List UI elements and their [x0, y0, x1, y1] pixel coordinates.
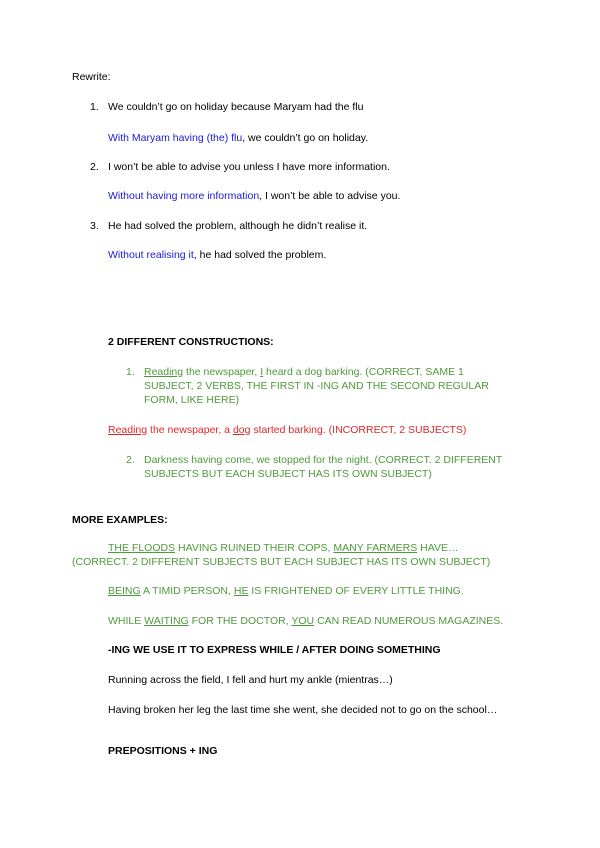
rewrite-sentence: We couldn’t go on holiday because Maryam had the flu: [108, 101, 364, 113]
ing-section-title: -ING WE USE IT TO EXPRESS WHILE / AFTER DOING SOMETHING: [108, 644, 441, 656]
text-segment: WHILE: [108, 615, 145, 627]
ing-sentence-2: Having broken her leg the last time she went, she decided not to go on the school…: [108, 704, 498, 716]
rewrite-answer: [108, 189, 400, 203]
underlined-word: WAITING: [144, 615, 189, 627]
rewrite-sentence: I won’t be able to advise you unless I have more information.: [108, 161, 390, 173]
underlined-word: MANY FARMERS: [333, 542, 418, 554]
underlined-word: THE FLOODS: [108, 542, 176, 554]
ing-sentence-1: Running across the field, I fell and hurt my ankle (mientras…): [108, 674, 393, 686]
prepositions-title: PREPOSITIONS + ING: [108, 745, 218, 757]
underlined-word: YOU: [291, 615, 315, 627]
example-3: [108, 614, 503, 628]
text-segment: the newspaper, a: [147, 424, 233, 436]
example-1-line-1: [108, 541, 458, 555]
underlined-word: dog: [232, 424, 251, 436]
rewrite-answer: [108, 131, 368, 145]
item-number: 1.: [90, 101, 99, 113]
example-1-line-2: (CORRECT. 2 DIFFERENT SUBJECTS BUT EACH SUBJECT HAS ITS OWN SUBJECT): [72, 556, 491, 568]
construction-1-line-1: [144, 365, 464, 379]
underlined-word: BEING: [108, 585, 141, 597]
text-segment: A TIMID PERSON,: [140, 585, 234, 597]
item-number: 2.: [126, 454, 135, 466]
construction-1-line-2: SUBJECT, 2 VERBS, THE FIRST IN -ING AND THE SECOND REGULAR: [144, 380, 489, 392]
answer-highlight: Without having more information: [108, 190, 260, 202]
answer-rest: , I won’t be able to advise you.: [259, 190, 401, 202]
text-segment: heard a dog barking. (CORRECT, SAME 1: [263, 366, 464, 378]
example-2: [108, 584, 464, 598]
answer-highlight: Without realising it: [108, 249, 194, 261]
construction-2-line-2: SUBJECTS BUT EACH SUBJECT HAS ITS OWN SUBJECT): [144, 468, 432, 480]
text-segment: started barking. (INCORRECT, 2 SUBJECTS): [250, 424, 467, 436]
rewrite-heading: Rewrite:: [72, 71, 111, 83]
answer-rest: , he had solved the problem.: [193, 249, 327, 261]
text-segment: the newspaper,: [183, 366, 261, 378]
incorrect-example: [108, 423, 466, 437]
item-number: 2.: [90, 161, 99, 173]
underlined-word: Reading: [108, 424, 148, 436]
text-segment: FOR THE DOCTOR,: [188, 615, 292, 627]
text-segment: HAVING RUINED THEIR COPS,: [175, 542, 334, 554]
constructions-title: 2 DIFFERENT CONSTRUCTIONS:: [108, 336, 274, 348]
construction-1-line-3: FORM, LIKE HERE): [144, 394, 240, 406]
answer-highlight: With Maryam having (the) flu: [108, 132, 243, 144]
rewrite-sentence: He had solved the problem, although he didn’t realise it.: [108, 220, 368, 232]
item-number: 3.: [90, 220, 99, 232]
rewrite-answer: [108, 248, 326, 262]
more-examples-title: MORE EXAMPLES:: [72, 514, 168, 526]
answer-rest: , we couldn’t go on holiday.: [242, 132, 369, 144]
underlined-word: I: [260, 366, 264, 378]
underlined-word: Reading: [144, 366, 184, 378]
text-segment: HAVE…: [417, 542, 459, 554]
text-segment: CAN READ NUMEROUS MAGAZINES.: [314, 615, 504, 627]
item-number: 1.: [126, 366, 135, 378]
construction-2-line-1: Darkness having come, we stopped for the night. (CORRECT. 2 DIFFERENT: [144, 454, 503, 466]
text-segment: IS FRIGHTENED OF EVERY LITTLE THING.: [248, 585, 464, 597]
underlined-word: HE: [233, 585, 249, 597]
